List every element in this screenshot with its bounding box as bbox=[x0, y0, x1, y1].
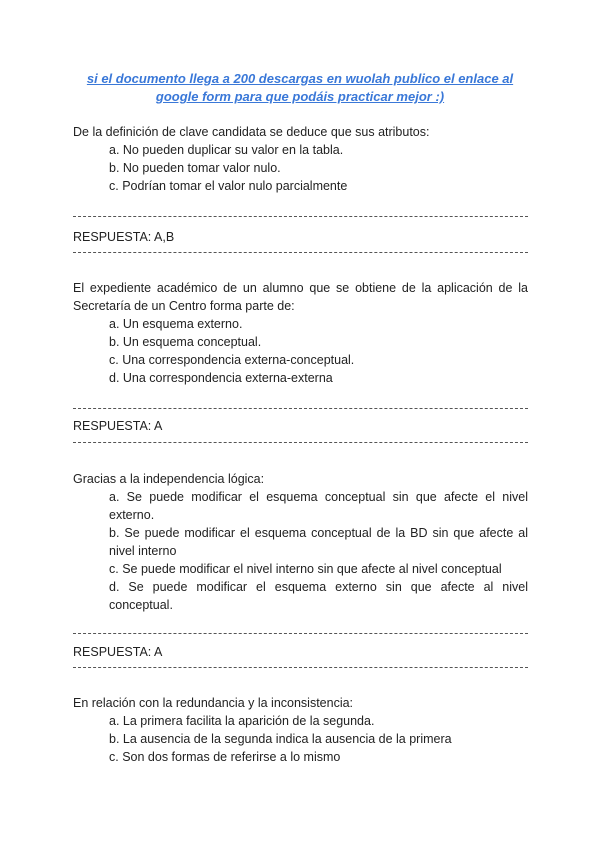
promo-link-line-1[interactable]: si el documento llega a 200 descargas en wuolah publico el enlace al bbox=[86, 71, 514, 86]
option: d. Se puede modificar el esquema externo sin que afecte al nivel conceptual. bbox=[109, 580, 528, 612]
question-1-text: De la definición de clave candidata se deduce que sus atributos: bbox=[73, 125, 430, 139]
divider bbox=[73, 216, 528, 217]
divider bbox=[73, 667, 528, 668]
promo-link-line-2[interactable]: google form para que podáis practicar mejor :) bbox=[155, 89, 445, 104]
option: c. Son dos formas de referirse a lo mismo bbox=[109, 750, 341, 764]
option: b. No pueden tomar valor nulo. bbox=[109, 161, 281, 175]
answer-3: RESPUESTA: A bbox=[73, 645, 163, 659]
question-4 bbox=[73, 694, 528, 766]
option: a. La primera facilita la aparición de la segunda. bbox=[109, 714, 375, 728]
option: c. Se puede modificar el nivel interno sin que afecte al nivel conceptual bbox=[109, 562, 502, 576]
option: c. Una correspondencia externa-conceptual. bbox=[109, 353, 355, 367]
divider bbox=[73, 408, 528, 409]
promo-link[interactable] bbox=[60, 70, 540, 106]
option: a. No pueden duplicar su valor en la tabla. bbox=[109, 143, 344, 157]
answer-1: RESPUESTA: A,B bbox=[73, 230, 175, 244]
question-1 bbox=[73, 123, 528, 195]
divider bbox=[73, 633, 528, 634]
question-3 bbox=[73, 470, 528, 614]
option: d. Una correspondencia externa-externa bbox=[109, 371, 333, 385]
question-3-text: Gracias a la independencia lógica: bbox=[73, 472, 265, 486]
question-1-options bbox=[73, 141, 528, 195]
option: b. La ausencia de la segunda indica la ausencia de la primera bbox=[109, 732, 452, 746]
question-2-options bbox=[73, 315, 528, 387]
option: a. Un esquema externo. bbox=[109, 317, 243, 331]
question-4-text: En relación con la redundancia y la inconsistencia: bbox=[73, 696, 354, 710]
option: c. Podrían tomar el valor nulo parcialmente bbox=[109, 179, 348, 193]
option: b. Se puede modificar el esquema conceptual de la BD sin que afecte al nivel interno bbox=[109, 526, 528, 558]
option: a. Se puede modificar el esquema conceptual sin que afecte el nivel externo. bbox=[109, 490, 528, 522]
question-2-text: El expediente académico de un alumno que se obtiene de la aplicación de la Secretaría de un Centro forma parte de: bbox=[73, 281, 528, 313]
answer-2: RESPUESTA: A bbox=[73, 419, 163, 433]
divider bbox=[73, 442, 528, 443]
divider bbox=[73, 252, 528, 253]
option: b. Un esquema conceptual. bbox=[109, 335, 262, 349]
question-2 bbox=[73, 279, 528, 387]
question-3-options bbox=[73, 488, 528, 614]
question-4-options bbox=[73, 712, 528, 766]
